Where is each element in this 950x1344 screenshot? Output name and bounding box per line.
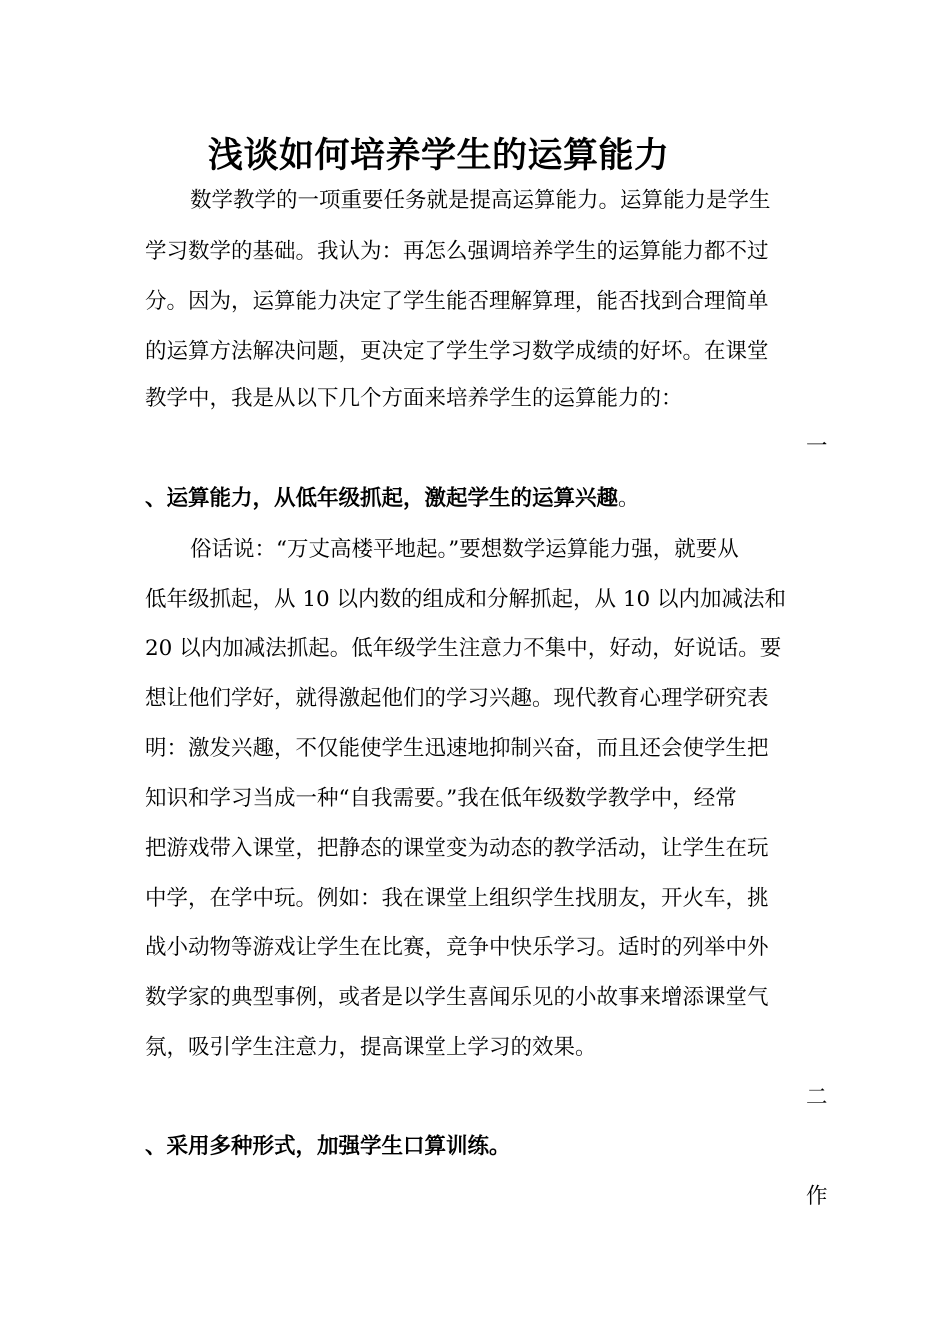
section1-line: 知识和学习当成一种“自我需要。”我在低年级数学教学中，经常: [145, 786, 737, 811]
section1-heading-text: 、运算能力，从低年级抓起，激起学生的运算兴趣: [145, 486, 619, 511]
section2-heading-text: 、采用多种形式，加强学生口算训练。: [145, 1134, 511, 1159]
section1-number: 一: [806, 434, 828, 459]
section1-line: 战小动物等游戏让学生在比赛，竞争中快乐学习。适时的列举中外: [145, 935, 769, 960]
section1-line: 低年级抓起，从 10 以内数的组成和分解抓起，从 10 以内加减法和: [145, 587, 787, 612]
section2-next-char: 作: [806, 1184, 828, 1209]
intro-line: 分。因为，运算能力决定了学生能否理解算理，能否找到合理简单: [145, 289, 769, 314]
intro-line: 数学教学的一项重要任务就是提高运算能力。运算能力是学生: [190, 188, 771, 213]
section1-line: 氛，吸引学生注意力，提高课堂上学习的效果。: [145, 1035, 597, 1060]
intro-line: 的运算方法解决问题，更决定了学生学习数学成绩的好坏。在课堂: [145, 339, 769, 364]
section1-line: 俗话说：“万丈高楼平地起。”要想数学运算能力强，就要从: [190, 537, 739, 562]
document-title: 浅谈如何培养学生的运算能力: [208, 135, 670, 176]
section1-heading: [145, 484, 640, 514]
intro-line: 学习数学的基础。我认为：再怎么强调培养学生的运算能力都不过: [145, 239, 769, 264]
section1-line: 明：激发兴趣，不仅能使学生迅速地抑制兴奋，而且还会使学生把: [145, 736, 769, 761]
section1-line: 中学，在学中玩。例如：我在课堂上组织学生找朋友，开火车，挑: [145, 886, 769, 911]
section2-number: 二: [806, 1085, 828, 1110]
intro-line: 教学中，我是从以下几个方面来培养学生的运算能力的：: [145, 386, 683, 411]
section1-heading-tail: 。: [618, 486, 640, 511]
section1-line: 数学家的典型事例，或者是以学生喜闻乐见的小故事来增添课堂气: [145, 985, 769, 1010]
section1-line: 想让他们学好，就得激起他们的学习兴趣。现代教育心理学研究表: [145, 686, 769, 711]
section1-line: 20 以内加减法抓起。低年级学生注意力不集中，好动，好说话。要: [145, 636, 782, 661]
section1-line: 把游戏带入课堂，把静态的课堂变为动态的教学活动，让学生在玩: [145, 836, 769, 861]
section2-heading: [145, 1132, 511, 1162]
